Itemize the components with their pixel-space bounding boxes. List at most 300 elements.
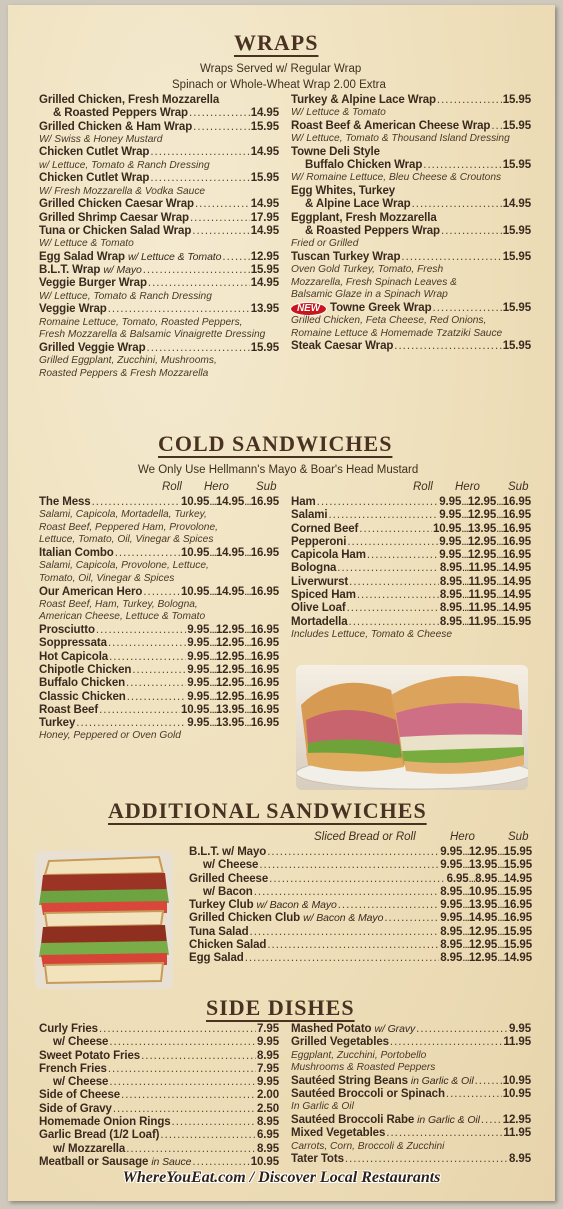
menu-item (291, 509, 531, 522)
dot-leader (390, 1036, 502, 1049)
item-note: in Garlic & Oil (417, 1113, 480, 1126)
item-description: W/ Swiss & Honey Mustard (39, 133, 163, 145)
menu-item (291, 159, 531, 172)
item-price: 12.95 (215, 624, 245, 637)
item-name (53, 1076, 108, 1089)
menu-item (39, 1129, 279, 1142)
section-title-wraps: WRAPS (234, 30, 319, 55)
item-name-text: Veggie Burger Wrap (39, 277, 147, 290)
item-name (291, 1075, 474, 1088)
item-name-text: Sautéed Broccoli or Spinach (291, 1088, 445, 1101)
item-description: Roast Beef, Peppered Ham, Provolone, (39, 521, 218, 533)
item-price: 10.95 (180, 585, 210, 598)
item-name-text: Sautéed String Beans (291, 1074, 408, 1087)
dot-leader (189, 107, 250, 120)
item-price: 15.95 (503, 859, 532, 872)
price-separator: ... (209, 703, 216, 716)
item-price: 14.95 (502, 575, 531, 588)
menu-item (39, 225, 279, 238)
dot-leader (386, 1127, 502, 1140)
item-prices (439, 509, 531, 522)
item-description: W/ Lettuce, Tomato & Thousand Island Dressing (291, 133, 510, 145)
item-name (39, 264, 142, 277)
item-name-text: Roast Beef (39, 703, 99, 716)
dot-leader (76, 717, 186, 730)
price-separator: ... (244, 547, 251, 560)
item-price: 6.95 (446, 872, 469, 885)
price-separator: ... (468, 872, 476, 885)
dot-leader (195, 198, 250, 211)
item-name (39, 1156, 191, 1169)
item-prices (439, 536, 531, 549)
item-name-text: Capicola Ham (291, 549, 366, 562)
price-separator: ... (461, 549, 468, 562)
item-name-text: Pepperoni (291, 535, 347, 548)
item-prices (440, 886, 532, 899)
item-price: 9.95 (440, 899, 463, 912)
dot-leader (126, 677, 186, 690)
item-name-text: Towne Deli Style (291, 145, 380, 158)
item-price: 16.95 (502, 522, 531, 535)
section-title-side-dishes: SIDE DISHES (206, 995, 355, 1020)
item-name (291, 616, 348, 629)
menu-item (39, 677, 279, 690)
item-name (39, 496, 91, 509)
dot-leader (190, 212, 250, 225)
item-name (291, 589, 356, 602)
menu-item (39, 691, 279, 704)
item-price: 13.95 (250, 303, 279, 316)
cold-header-roll-left: Roll (162, 481, 182, 493)
item-price: 8.95 (439, 562, 462, 575)
menu-item (291, 576, 531, 589)
item-prices (181, 704, 279, 717)
item-price: 16.95 (250, 650, 279, 663)
menu-item (39, 251, 279, 264)
item-price: 9.95 (187, 677, 210, 690)
dot-leader (109, 1036, 256, 1049)
price-separator: ... (497, 859, 504, 872)
item-prices (440, 616, 531, 629)
wraps-left-column (39, 94, 279, 380)
item-price: 7.95 (257, 1062, 279, 1075)
menu-item (291, 120, 531, 133)
item-price: 9.95 (187, 650, 210, 663)
item-name (39, 704, 98, 717)
item-name (291, 1023, 415, 1036)
dot-leader (126, 1143, 256, 1156)
item-name (39, 94, 219, 107)
dot-leader (317, 496, 439, 509)
item-price: 12.95 (502, 1113, 531, 1126)
price-separator: ... (462, 899, 469, 912)
menu-item (39, 1089, 279, 1102)
item-price: 12.95 (467, 535, 497, 548)
item-name (39, 651, 108, 664)
menu-item (39, 146, 279, 159)
item-name (39, 664, 131, 677)
item-price: 10.95 (432, 522, 462, 535)
dot-leader (267, 846, 439, 859)
cold-header-sub-right: Sub (508, 481, 529, 493)
item-prices (187, 651, 279, 664)
item-price: 14.95 (503, 872, 532, 885)
dot-leader (92, 496, 180, 509)
item-price: 14.95 (502, 589, 531, 602)
item-name (291, 120, 490, 133)
item-price: 15.95 (502, 159, 531, 172)
item-name-text: Chicken Cutlet Wrap (39, 146, 150, 159)
item-name (291, 302, 432, 315)
item-prices (181, 496, 279, 509)
item-price: 9.95 (439, 509, 462, 522)
item-price: 15.95 (250, 341, 279, 354)
item-price: 10.95 (180, 703, 210, 716)
item-prices (440, 926, 532, 939)
menu-item (39, 637, 279, 650)
dot-leader (416, 1023, 508, 1036)
price-separator: ... (462, 939, 469, 952)
item-name (39, 586, 142, 599)
item-name (39, 1103, 112, 1116)
menu-item (39, 94, 279, 107)
item-name-text: Chipotle Chicken (39, 663, 132, 676)
item-name-text: Buffalo Chicken Wrap (305, 159, 423, 172)
item-name-text: Bologna (291, 562, 337, 575)
menu-item (39, 342, 279, 355)
menu-item (291, 212, 531, 225)
item-price: 10.95 (250, 1155, 279, 1168)
menu-item (291, 198, 531, 211)
item-name (189, 939, 266, 952)
item-name (291, 562, 336, 575)
price-separator: ... (244, 585, 251, 598)
item-price: 12.95 (215, 690, 245, 703)
item-price: 14.95 (503, 952, 532, 965)
item-price: 8.95 (475, 872, 498, 885)
dot-leader (193, 121, 250, 134)
menu-item (189, 859, 532, 872)
menu-item (39, 586, 279, 599)
menu-item (291, 523, 531, 536)
item-description: Grilled Eggplant, Zucchini, Mushrooms, (39, 355, 217, 367)
item-description: American Cheese, Lettuce & Tomato (39, 611, 206, 623)
wraps-subtitle-extra: Spinach or Whole-Wheat Wrap 2.00 Extra (172, 79, 386, 91)
item-name-text: Mortadella (291, 615, 348, 628)
item-name (189, 926, 249, 939)
item-name (53, 1036, 108, 1049)
menu-page (8, 5, 555, 1201)
item-price: 9.95 (440, 859, 463, 872)
item-price: 15.95 (503, 939, 532, 952)
item-price: 12.95 (468, 846, 498, 858)
dot-leader (250, 926, 440, 939)
dot-leader (141, 1050, 256, 1063)
item-price: 9.95 (187, 637, 210, 650)
item-price: 13.95 (215, 703, 245, 716)
item-name (39, 1063, 107, 1076)
item-name (39, 303, 107, 316)
item-name-text: Italian Combo (39, 547, 114, 560)
menu-item (291, 602, 531, 615)
item-name (39, 1023, 98, 1036)
item-name (291, 1114, 480, 1127)
dot-leader (222, 251, 249, 264)
item-price: 9.95 (439, 549, 462, 562)
cold-right-column (291, 496, 531, 642)
item-name-text: Turkey Club (189, 899, 254, 912)
item-prices (439, 549, 531, 562)
item-description: w/ Lettuce, Tomato & Ranch Dressing (39, 159, 210, 171)
price-separator: ... (496, 615, 503, 628)
item-price: 15.95 (502, 250, 531, 263)
item-name (291, 496, 316, 509)
item-price: 16.95 (250, 690, 279, 703)
item-name-text: Sautéed Broccoli Rabe (291, 1113, 415, 1126)
item-name-text: & Roasted Peppers Wrap (305, 224, 440, 237)
item-price: 11.95 (468, 589, 497, 602)
item-name (39, 547, 114, 560)
wraps-subtitle: Wraps Served w/ Regular Wrap (200, 63, 362, 75)
dot-leader (441, 225, 502, 238)
item-name (189, 952, 244, 965)
menu-item (189, 952, 532, 965)
item-price: 16.95 (250, 624, 279, 637)
menu-item (291, 1088, 531, 1101)
dot-leader (491, 120, 501, 133)
item-name-text: Tater Tots (291, 1153, 344, 1166)
item-name-text: Salami (291, 509, 328, 522)
item-name (291, 146, 380, 159)
item-price: 15.95 (250, 120, 279, 133)
item-name-text: Meatball or Sausage (39, 1155, 149, 1168)
item-price: 15.95 (502, 119, 531, 132)
item-price: 9.95 (257, 1076, 279, 1089)
wraps-right-column (291, 94, 531, 354)
item-price: 16.95 (502, 535, 531, 548)
price-separator: ... (244, 624, 251, 637)
item-price: 8.95 (257, 1142, 279, 1155)
cold-header-hero-left: Hero (204, 481, 229, 493)
item-name-text: Turkey & Alpine Lace Wrap (291, 94, 436, 106)
item-prices (187, 664, 279, 677)
price-separator: ... (209, 496, 216, 508)
hero-sandwich-photo (296, 665, 528, 790)
item-description: Roast Beef, Ham, Turkey, Bologna, (39, 598, 198, 610)
item-description: Romaine Lettuce, Tomato, Roasted Peppers, (39, 316, 243, 328)
menu-item (39, 496, 279, 509)
item-price: 8.95 (440, 885, 463, 898)
price-separator: ... (461, 535, 468, 548)
item-price: 16.95 (250, 547, 279, 560)
item-prices (439, 496, 531, 509)
item-description: Honey, Peppered or Oven Gold (39, 730, 181, 742)
dot-leader (148, 277, 250, 290)
menu-item (39, 547, 279, 560)
item-price: 16.95 (503, 912, 532, 925)
item-price: 12.95 (468, 925, 498, 938)
menu-item (39, 1076, 279, 1089)
price-separator: ... (497, 846, 504, 858)
item-name-text: Grilled Chicken Club (189, 912, 301, 925)
dot-leader (108, 637, 186, 650)
dot-leader (160, 1129, 256, 1142)
menu-item (291, 562, 531, 575)
menu-item (291, 1075, 531, 1088)
item-price: 15.95 (502, 224, 531, 237)
item-price: 14.95 (215, 585, 245, 598)
item-description: Roasted Peppers & Fresh Mozzarella (39, 367, 209, 379)
item-prices (440, 562, 531, 575)
sides-left-column (39, 1023, 279, 1169)
item-name-text: Spiced Ham (291, 589, 356, 602)
dot-leader (359, 523, 432, 536)
item-price: 16.95 (250, 585, 279, 598)
price-separator: ... (461, 522, 468, 535)
menu-item (189, 926, 532, 939)
menu-item (39, 264, 279, 277)
cold-left-column (39, 496, 279, 743)
section-title-cold-sandwiches: COLD SANDWICHES (158, 431, 393, 456)
price-separator: ... (244, 690, 251, 703)
menu-item (39, 1063, 279, 1076)
dot-leader (349, 616, 439, 629)
menu-item (291, 616, 531, 629)
item-name (39, 1089, 120, 1102)
item-name (305, 159, 422, 172)
item-name (305, 198, 411, 211)
item-price: 13.95 (468, 899, 498, 912)
price-separator: ... (209, 690, 216, 703)
blt-sandwich-photo (35, 851, 173, 989)
item-name-text: Egg Salad (189, 952, 244, 965)
item-price: 9.95 (439, 535, 462, 548)
item-name (203, 859, 258, 872)
item-note: w/ Gravy (374, 1023, 416, 1035)
item-description: Salami, Capicola, Mortadella, Turkey, (39, 509, 207, 521)
price-separator: ... (209, 650, 216, 663)
item-price: 15.95 (503, 885, 532, 898)
price-separator: ... (244, 663, 251, 676)
menu-item (291, 536, 531, 549)
item-prices (440, 589, 531, 602)
menu-item (189, 939, 532, 952)
item-name (39, 277, 147, 290)
item-note: w/ Bacon & Mayo (256, 899, 337, 912)
item-price: 12.95 (467, 549, 497, 562)
dot-leader (347, 536, 438, 549)
menu-item (189, 899, 532, 912)
item-name-text: Egg Salad Wrap (39, 250, 125, 263)
item-name-text: Mashed Potato (291, 1023, 372, 1035)
price-separator: ... (244, 677, 251, 690)
menu-item (39, 277, 279, 290)
dot-leader (143, 264, 250, 277)
item-name-text: Roast Beef & American Cheese Wrap (291, 119, 491, 132)
item-price: 8.95 (509, 1153, 531, 1166)
item-prices (440, 602, 531, 615)
menu-item (291, 1114, 531, 1127)
price-separator: ... (461, 615, 469, 628)
item-price: 16.95 (250, 717, 279, 730)
item-price: 14.95 (502, 602, 531, 615)
menu-item (291, 589, 531, 602)
item-price: 12.95 (250, 250, 279, 263)
item-name-text: w/ Cheese (203, 859, 259, 872)
dot-leader (132, 664, 186, 677)
menu-item (39, 198, 279, 211)
item-price: 12.95 (215, 677, 245, 690)
price-separator: ... (209, 547, 216, 560)
hero-sandwich-image (296, 665, 528, 790)
price-separator: ... (244, 717, 251, 730)
item-name (53, 107, 188, 120)
item-price: 8.95 (439, 615, 462, 628)
item-description: W/ Lettuce & Tomato (39, 238, 134, 250)
item-name-text: Grilled Cheese (189, 872, 269, 885)
item-price: 14.95 (250, 107, 279, 120)
item-price: 8.95 (257, 1049, 279, 1062)
item-name (39, 1116, 171, 1129)
menu-item (39, 303, 279, 316)
dot-leader (481, 1114, 502, 1127)
dot-leader (475, 1075, 502, 1088)
item-price: 15.95 (503, 925, 532, 938)
item-price: 11.95 (468, 562, 497, 575)
item-price: 15.95 (250, 172, 279, 185)
dot-leader (143, 586, 180, 599)
item-name (291, 340, 393, 353)
item-name-text: Tuna Salad (189, 925, 249, 938)
item-price: 14.95 (250, 198, 279, 211)
price-separator: ... (497, 899, 504, 912)
item-name (39, 637, 107, 650)
dot-leader (423, 159, 501, 172)
item-name-text: Soppressata (39, 637, 107, 650)
dot-leader (412, 198, 502, 211)
item-price: 12.95 (468, 952, 498, 965)
item-description: Lettuce, Tomato, Oil, Vinegar & Spices (39, 534, 214, 546)
price-separator: ... (497, 885, 504, 898)
item-name (291, 1036, 389, 1049)
dot-leader (113, 1103, 256, 1116)
dot-leader (147, 342, 250, 355)
item-price: 9.95 (257, 1036, 279, 1049)
item-note: w/ Mayo (103, 264, 142, 277)
menu-item (39, 1036, 279, 1049)
dot-leader (267, 939, 439, 952)
item-price: 12.95 (215, 650, 245, 663)
dot-leader (150, 172, 249, 185)
item-prices (440, 939, 532, 952)
item-name (291, 509, 327, 522)
item-name-text: Veggie Wrap (39, 303, 107, 316)
new-badge: NEW (291, 303, 326, 315)
price-separator: ... (461, 589, 469, 602)
price-separator: ... (244, 650, 251, 663)
dot-leader (99, 704, 180, 717)
item-note: in Garlic & Oil (410, 1074, 474, 1087)
item-name-text: Grilled Chicken & Ham Wrap (39, 120, 193, 133)
menu-item (39, 107, 279, 120)
dot-leader (172, 1116, 256, 1129)
item-name (53, 1143, 125, 1156)
dot-leader (446, 1088, 502, 1101)
dot-leader (328, 509, 438, 522)
item-name-text: Curly Fries (39, 1023, 98, 1035)
item-price: 9.95 (187, 690, 210, 703)
menu-item (291, 340, 531, 353)
